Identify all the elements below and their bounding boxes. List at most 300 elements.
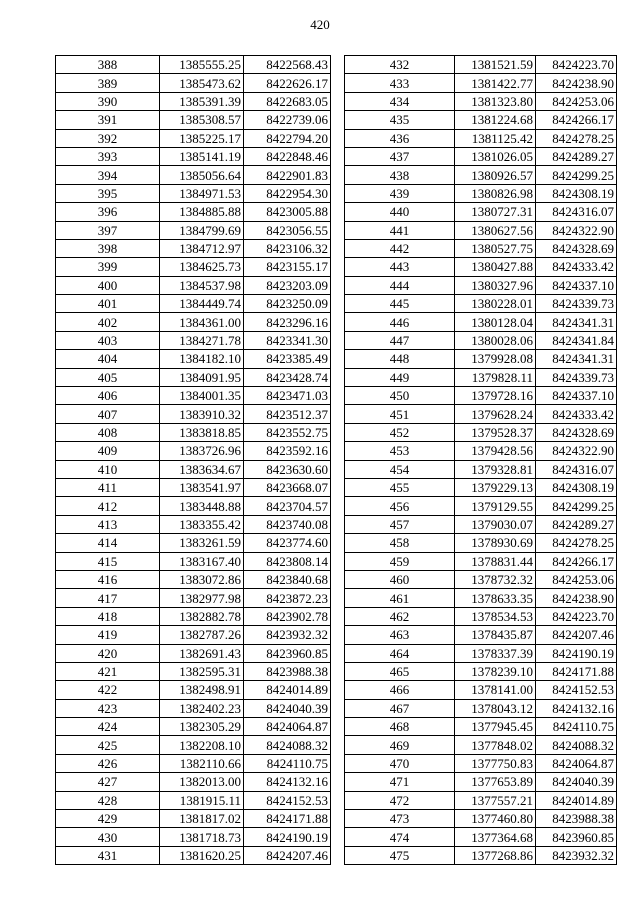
y-coordinate-cell: 8423808.14 — [244, 552, 331, 570]
point-number-cell: 420 — [56, 644, 160, 662]
y-coordinate-cell: 8424040.39 — [536, 773, 617, 791]
x-coordinate-cell: 1379628.24 — [455, 405, 536, 423]
point-number-cell: 407 — [56, 405, 160, 423]
point-number-cell: 445 — [345, 295, 455, 313]
point-number-cell: 450 — [345, 387, 455, 405]
point-number-cell: 474 — [345, 828, 455, 846]
point-number-cell: 419 — [56, 626, 160, 644]
point-number-cell: 437 — [345, 147, 455, 165]
y-coordinate-cell: 8424339.73 — [536, 368, 617, 386]
y-coordinate-cell: 8422683.05 — [244, 92, 331, 110]
y-coordinate-cell: 8424333.42 — [536, 405, 617, 423]
point-number-cell: 427 — [56, 773, 160, 791]
y-coordinate-cell: 8423902.78 — [244, 607, 331, 625]
point-number-cell: 431 — [56, 846, 160, 864]
y-coordinate-cell: 8423056.55 — [244, 221, 331, 239]
x-coordinate-cell: 1380427.88 — [455, 258, 536, 276]
y-coordinate-cell: 8423203.09 — [244, 276, 331, 294]
x-coordinate-cell: 1384271.78 — [160, 331, 244, 349]
table-row — [56, 791, 331, 809]
point-number-cell: 473 — [345, 810, 455, 828]
y-coordinate-cell: 8423774.60 — [244, 534, 331, 552]
y-coordinate-cell: 8424152.53 — [244, 791, 331, 809]
point-number-cell: 440 — [345, 203, 455, 221]
y-coordinate-cell: 8424299.25 — [536, 166, 617, 184]
table-row — [56, 718, 331, 736]
y-coordinate-cell: 8422848.46 — [244, 147, 331, 165]
y-coordinate-cell: 8424110.75 — [244, 754, 331, 772]
point-number-cell: 390 — [56, 92, 160, 110]
x-coordinate-cell: 1379229.13 — [455, 478, 536, 496]
point-number-cell: 418 — [56, 607, 160, 625]
table-row — [56, 276, 331, 294]
point-number-cell: 466 — [345, 681, 455, 699]
y-coordinate-cell: 8422954.30 — [244, 184, 331, 202]
y-coordinate-cell: 8424289.27 — [536, 515, 617, 533]
x-coordinate-cell: 1382305.29 — [160, 718, 244, 736]
y-coordinate-cell: 8424207.46 — [536, 626, 617, 644]
x-coordinate-cell: 1379528.37 — [455, 423, 536, 441]
x-coordinate-cell: 1381718.73 — [160, 828, 244, 846]
point-number-cell: 416 — [56, 570, 160, 588]
point-number-cell: 433 — [345, 74, 455, 92]
point-number-cell: 398 — [56, 239, 160, 257]
point-number-cell: 436 — [345, 129, 455, 147]
y-coordinate-cell: 8424339.73 — [536, 295, 617, 313]
coordinate-table-right — [344, 55, 617, 865]
point-number-cell: 447 — [345, 331, 455, 349]
table-row — [56, 754, 331, 772]
x-coordinate-cell: 1377364.68 — [455, 828, 536, 846]
table-row — [56, 368, 331, 386]
x-coordinate-cell: 1384001.35 — [160, 387, 244, 405]
y-coordinate-cell: 8423296.16 — [244, 313, 331, 331]
y-coordinate-cell: 8423471.03 — [244, 387, 331, 405]
y-coordinate-cell: 8423988.38 — [536, 810, 617, 828]
x-coordinate-cell: 1384361.00 — [160, 313, 244, 331]
x-coordinate-cell: 1378534.53 — [455, 607, 536, 625]
y-coordinate-cell: 8424341.31 — [536, 313, 617, 331]
point-number-cell: 441 — [345, 221, 455, 239]
x-coordinate-cell: 1383818.85 — [160, 423, 244, 441]
point-number-cell: 454 — [345, 460, 455, 478]
table-row — [345, 405, 617, 423]
point-number-cell: 429 — [56, 810, 160, 828]
point-number-cell: 467 — [345, 699, 455, 717]
point-number-cell: 458 — [345, 534, 455, 552]
table-row — [345, 239, 617, 257]
table-row — [345, 570, 617, 588]
y-coordinate-cell: 8424322.90 — [536, 221, 617, 239]
y-coordinate-cell: 8424040.39 — [244, 699, 331, 717]
x-coordinate-cell: 1382110.66 — [160, 754, 244, 772]
table-row — [345, 478, 617, 496]
table-row — [345, 350, 617, 368]
point-number-cell: 434 — [345, 92, 455, 110]
y-coordinate-cell: 8423740.08 — [244, 515, 331, 533]
x-coordinate-cell: 1377557.21 — [455, 791, 536, 809]
y-coordinate-cell: 8423250.09 — [244, 295, 331, 313]
y-coordinate-cell: 8424190.19 — [244, 828, 331, 846]
x-coordinate-cell: 1377945.45 — [455, 718, 536, 736]
y-coordinate-cell: 8424341.84 — [536, 331, 617, 349]
x-coordinate-cell: 1380727.31 — [455, 203, 536, 221]
table-row — [345, 295, 617, 313]
y-coordinate-cell: 8423155.17 — [244, 258, 331, 276]
x-coordinate-cell: 1381817.02 — [160, 810, 244, 828]
x-coordinate-cell: 1377268.86 — [455, 846, 536, 864]
y-coordinate-cell: 8422794.20 — [244, 129, 331, 147]
table-row — [345, 718, 617, 736]
table-row — [345, 626, 617, 644]
point-number-cell: 417 — [56, 589, 160, 607]
y-coordinate-cell: 8423932.32 — [244, 626, 331, 644]
table-row — [56, 515, 331, 533]
point-number-cell: 402 — [56, 313, 160, 331]
y-coordinate-cell: 8423872.23 — [244, 589, 331, 607]
y-coordinate-cell: 8423630.60 — [244, 460, 331, 478]
x-coordinate-cell: 1378337.39 — [455, 644, 536, 662]
table-row — [345, 129, 617, 147]
y-coordinate-cell: 8424278.25 — [536, 534, 617, 552]
table-row — [56, 221, 331, 239]
y-coordinate-cell: 8424014.89 — [244, 681, 331, 699]
x-coordinate-cell: 1379030.07 — [455, 515, 536, 533]
x-coordinate-cell: 1383072.86 — [160, 570, 244, 588]
table-row — [345, 644, 617, 662]
x-coordinate-cell: 1378930.69 — [455, 534, 536, 552]
x-coordinate-cell: 1384625.73 — [160, 258, 244, 276]
x-coordinate-cell: 1385391.39 — [160, 92, 244, 110]
x-coordinate-cell: 1384449.74 — [160, 295, 244, 313]
x-coordinate-cell: 1382977.98 — [160, 589, 244, 607]
point-number-cell: 388 — [56, 56, 160, 74]
y-coordinate-cell: 8424266.17 — [536, 552, 617, 570]
table-row — [56, 295, 331, 313]
point-number-cell: 463 — [345, 626, 455, 644]
table-row — [56, 552, 331, 570]
point-number-cell: 396 — [56, 203, 160, 221]
x-coordinate-cell: 1381224.68 — [455, 111, 536, 129]
x-coordinate-cell: 1382595.31 — [160, 662, 244, 680]
x-coordinate-cell: 1378043.12 — [455, 699, 536, 717]
table-row — [345, 552, 617, 570]
x-coordinate-cell: 1385473.62 — [160, 74, 244, 92]
table-row — [56, 239, 331, 257]
x-coordinate-cell: 1382691.43 — [160, 644, 244, 662]
x-coordinate-cell: 1385555.25 — [160, 56, 244, 74]
x-coordinate-cell: 1384971.53 — [160, 184, 244, 202]
x-coordinate-cell: 1382882.78 — [160, 607, 244, 625]
y-coordinate-cell: 8423932.32 — [536, 846, 617, 864]
y-coordinate-cell: 8423385.49 — [244, 350, 331, 368]
point-number-cell: 401 — [56, 295, 160, 313]
x-coordinate-cell: 1384799.69 — [160, 221, 244, 239]
x-coordinate-cell: 1383634.67 — [160, 460, 244, 478]
x-coordinate-cell: 1380627.56 — [455, 221, 536, 239]
table-row — [56, 626, 331, 644]
table-row — [345, 607, 617, 625]
point-number-cell: 449 — [345, 368, 455, 386]
table-row — [56, 350, 331, 368]
table-row — [56, 387, 331, 405]
point-number-cell: 448 — [345, 350, 455, 368]
coordinate-table-left-body — [56, 56, 331, 865]
point-number-cell: 430 — [56, 828, 160, 846]
table-row — [345, 497, 617, 515]
y-coordinate-cell: 8424064.87 — [536, 754, 617, 772]
x-coordinate-cell: 1383448.88 — [160, 497, 244, 515]
point-number-cell: 457 — [345, 515, 455, 533]
y-coordinate-cell: 8424152.53 — [536, 681, 617, 699]
point-number-cell: 432 — [345, 56, 455, 74]
table-row — [56, 258, 331, 276]
y-coordinate-cell: 8424308.19 — [536, 184, 617, 202]
x-coordinate-cell: 1378141.00 — [455, 681, 536, 699]
table-row — [345, 791, 617, 809]
x-coordinate-cell: 1383355.42 — [160, 515, 244, 533]
coordinate-table-left — [55, 55, 331, 865]
point-number-cell: 404 — [56, 350, 160, 368]
table-row — [345, 681, 617, 699]
x-coordinate-cell: 1378435.87 — [455, 626, 536, 644]
y-coordinate-cell: 8424190.19 — [536, 644, 617, 662]
x-coordinate-cell: 1377460.80 — [455, 810, 536, 828]
table-row — [345, 221, 617, 239]
table-row — [345, 773, 617, 791]
table-row — [345, 589, 617, 607]
point-number-cell: 424 — [56, 718, 160, 736]
x-coordinate-cell: 1381323.80 — [455, 92, 536, 110]
x-coordinate-cell: 1383167.40 — [160, 552, 244, 570]
point-number-cell: 423 — [56, 699, 160, 717]
table-row — [345, 331, 617, 349]
table-row — [56, 589, 331, 607]
y-coordinate-cell: 8423988.38 — [244, 662, 331, 680]
y-coordinate-cell: 8423428.74 — [244, 368, 331, 386]
point-number-cell: 405 — [56, 368, 160, 386]
y-coordinate-cell: 8424207.46 — [244, 846, 331, 864]
y-coordinate-cell: 8422901.83 — [244, 166, 331, 184]
point-number-cell: 414 — [56, 534, 160, 552]
table-row — [56, 92, 331, 110]
y-coordinate-cell: 8424238.90 — [536, 589, 617, 607]
x-coordinate-cell: 1377653.89 — [455, 773, 536, 791]
point-number-cell: 442 — [345, 239, 455, 257]
x-coordinate-cell: 1384712.97 — [160, 239, 244, 257]
x-coordinate-cell: 1382402.23 — [160, 699, 244, 717]
point-number-cell: 409 — [56, 442, 160, 460]
y-coordinate-cell: 8422739.06 — [244, 111, 331, 129]
y-coordinate-cell: 8424266.17 — [536, 111, 617, 129]
point-number-cell: 475 — [345, 846, 455, 864]
y-coordinate-cell: 8423106.32 — [244, 239, 331, 257]
point-number-cell: 459 — [345, 552, 455, 570]
y-coordinate-cell: 8423840.68 — [244, 570, 331, 588]
x-coordinate-cell: 1379328.81 — [455, 460, 536, 478]
y-coordinate-cell: 8424223.70 — [536, 56, 617, 74]
table-row — [345, 184, 617, 202]
x-coordinate-cell: 1381521.59 — [455, 56, 536, 74]
point-number-cell: 393 — [56, 147, 160, 165]
y-coordinate-cell: 8424064.87 — [244, 718, 331, 736]
table-row — [345, 74, 617, 92]
table-row — [345, 810, 617, 828]
point-number-cell: 391 — [56, 111, 160, 129]
y-coordinate-cell: 8423960.85 — [244, 644, 331, 662]
x-coordinate-cell: 1383726.96 — [160, 442, 244, 460]
x-coordinate-cell: 1378732.32 — [455, 570, 536, 588]
table-row — [56, 423, 331, 441]
y-coordinate-cell: 8424253.06 — [536, 570, 617, 588]
point-number-cell: 470 — [345, 754, 455, 772]
point-number-cell: 406 — [56, 387, 160, 405]
table-row — [56, 828, 331, 846]
x-coordinate-cell: 1379728.16 — [455, 387, 536, 405]
point-number-cell: 468 — [345, 718, 455, 736]
y-coordinate-cell: 8423341.30 — [244, 331, 331, 349]
y-coordinate-cell: 8424171.88 — [536, 662, 617, 680]
table-row — [345, 147, 617, 165]
point-number-cell: 415 — [56, 552, 160, 570]
table-row — [56, 147, 331, 165]
x-coordinate-cell: 1384537.98 — [160, 276, 244, 294]
table-row — [345, 111, 617, 129]
x-coordinate-cell: 1383541.97 — [160, 478, 244, 496]
table-row — [345, 56, 617, 74]
y-coordinate-cell: 8424322.90 — [536, 442, 617, 460]
x-coordinate-cell: 1380527.75 — [455, 239, 536, 257]
table-row — [56, 810, 331, 828]
x-coordinate-cell: 1380228.01 — [455, 295, 536, 313]
x-coordinate-cell: 1385308.57 — [160, 111, 244, 129]
table-row — [345, 423, 617, 441]
table-row — [56, 478, 331, 496]
table-row — [345, 736, 617, 754]
x-coordinate-cell: 1382208.10 — [160, 736, 244, 754]
x-coordinate-cell: 1379129.55 — [455, 497, 536, 515]
point-number-cell: 399 — [56, 258, 160, 276]
table-row — [345, 515, 617, 533]
table-row — [345, 846, 617, 864]
point-number-cell: 428 — [56, 791, 160, 809]
x-coordinate-cell: 1384091.95 — [160, 368, 244, 386]
x-coordinate-cell: 1381915.11 — [160, 791, 244, 809]
point-number-cell: 438 — [345, 166, 455, 184]
point-number-cell: 425 — [56, 736, 160, 754]
y-coordinate-cell: 8424278.25 — [536, 129, 617, 147]
table-row — [56, 166, 331, 184]
point-number-cell: 453 — [345, 442, 455, 460]
point-number-cell: 464 — [345, 644, 455, 662]
point-number-cell: 471 — [345, 773, 455, 791]
x-coordinate-cell: 1385056.64 — [160, 166, 244, 184]
table-row — [56, 442, 331, 460]
y-coordinate-cell: 8424223.70 — [536, 607, 617, 625]
x-coordinate-cell: 1380128.04 — [455, 313, 536, 331]
y-coordinate-cell: 8424088.32 — [244, 736, 331, 754]
x-coordinate-cell: 1379428.56 — [455, 442, 536, 460]
point-number-cell: 455 — [345, 478, 455, 496]
table-row — [56, 846, 331, 864]
x-coordinate-cell: 1380826.98 — [455, 184, 536, 202]
point-number-cell: 412 — [56, 497, 160, 515]
y-coordinate-cell: 8423512.37 — [244, 405, 331, 423]
y-coordinate-cell: 8423592.16 — [244, 442, 331, 460]
point-number-cell: 421 — [56, 662, 160, 680]
x-coordinate-cell: 1382498.91 — [160, 681, 244, 699]
x-coordinate-cell: 1378633.35 — [455, 589, 536, 607]
x-coordinate-cell: 1380028.06 — [455, 331, 536, 349]
coordinate-table-right-body — [345, 56, 617, 865]
y-coordinate-cell: 8424289.27 — [536, 147, 617, 165]
y-coordinate-cell: 8424110.75 — [536, 718, 617, 736]
table-row — [345, 203, 617, 221]
point-number-cell: 413 — [56, 515, 160, 533]
point-number-cell: 408 — [56, 423, 160, 441]
x-coordinate-cell: 1384885.88 — [160, 203, 244, 221]
x-coordinate-cell: 1384182.10 — [160, 350, 244, 368]
table-row — [56, 405, 331, 423]
y-coordinate-cell: 8424328.69 — [536, 239, 617, 257]
x-coordinate-cell: 1379828.11 — [455, 368, 536, 386]
y-coordinate-cell: 8424308.19 — [536, 478, 617, 496]
y-coordinate-cell: 8423005.88 — [244, 203, 331, 221]
table-row — [56, 662, 331, 680]
point-number-cell: 403 — [56, 331, 160, 349]
x-coordinate-cell: 1381125.42 — [455, 129, 536, 147]
table-row — [56, 644, 331, 662]
point-number-cell: 472 — [345, 791, 455, 809]
x-coordinate-cell: 1379928.08 — [455, 350, 536, 368]
table-row — [345, 258, 617, 276]
x-coordinate-cell: 1385141.19 — [160, 147, 244, 165]
point-number-cell: 465 — [345, 662, 455, 680]
point-number-cell: 435 — [345, 111, 455, 129]
x-coordinate-cell: 1383261.59 — [160, 534, 244, 552]
y-coordinate-cell: 8424328.69 — [536, 423, 617, 441]
x-coordinate-cell: 1381422.77 — [455, 74, 536, 92]
point-number-cell: 443 — [345, 258, 455, 276]
table-row — [56, 681, 331, 699]
table-row — [345, 460, 617, 478]
point-number-cell: 444 — [345, 276, 455, 294]
table-row — [345, 92, 617, 110]
table-row — [345, 662, 617, 680]
table-row — [345, 534, 617, 552]
point-number-cell: 460 — [345, 570, 455, 588]
table-row — [56, 331, 331, 349]
x-coordinate-cell: 1381026.05 — [455, 147, 536, 165]
y-coordinate-cell: 8424337.10 — [536, 276, 617, 294]
x-coordinate-cell: 1383910.32 — [160, 405, 244, 423]
point-number-cell: 462 — [345, 607, 455, 625]
table-row — [56, 570, 331, 588]
point-number-cell: 395 — [56, 184, 160, 202]
table-row — [345, 276, 617, 294]
x-coordinate-cell: 1377848.02 — [455, 736, 536, 754]
y-coordinate-cell: 8424088.32 — [536, 736, 617, 754]
point-number-cell: 426 — [56, 754, 160, 772]
point-number-cell: 469 — [345, 736, 455, 754]
table-row — [56, 773, 331, 791]
table-row — [56, 497, 331, 515]
table-row — [56, 736, 331, 754]
table-row — [345, 368, 617, 386]
table-row — [345, 313, 617, 331]
table-row — [56, 534, 331, 552]
y-coordinate-cell: 8424132.16 — [244, 773, 331, 791]
